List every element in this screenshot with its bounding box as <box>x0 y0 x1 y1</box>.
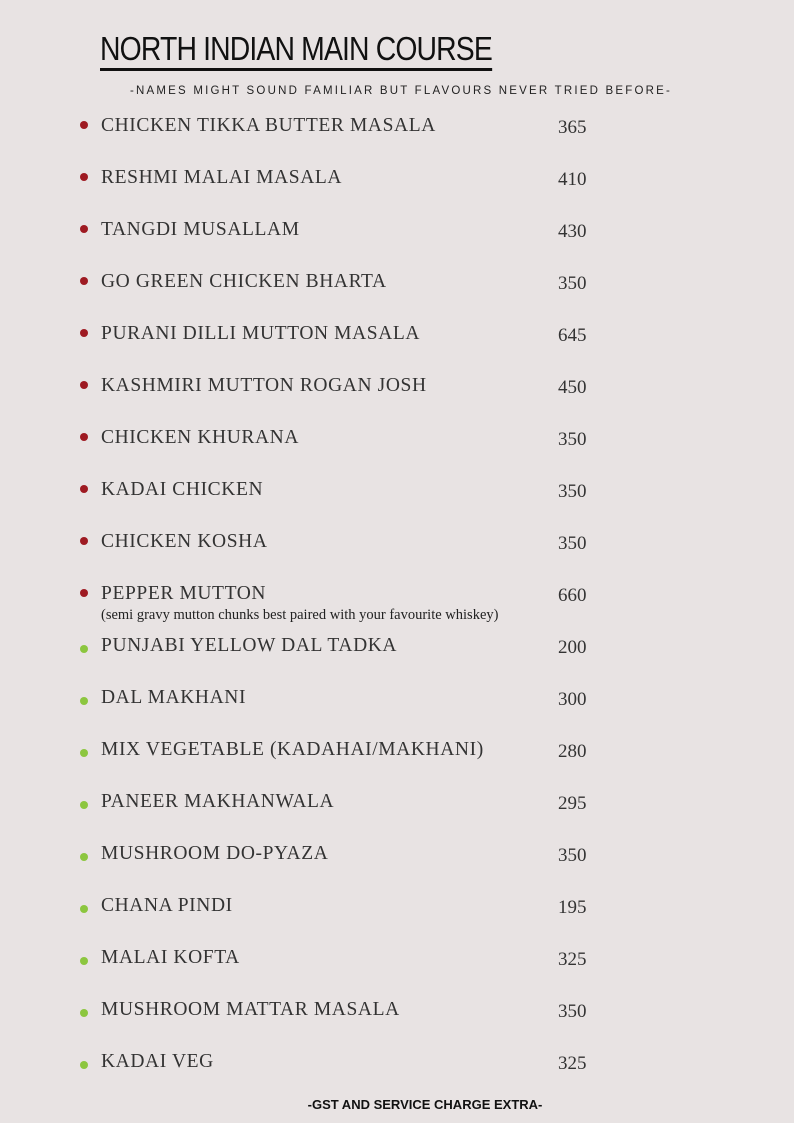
menu-item <box>0 895 794 935</box>
item-price: 200 <box>558 637 587 658</box>
item-name: KASHMIRI MUTTON ROGAN JOSH <box>101 375 427 396</box>
item-price: 430 <box>558 221 587 242</box>
nonveg-bullet-icon <box>80 121 88 129</box>
veg-bullet-icon <box>80 697 88 705</box>
item-price: 365 <box>558 117 587 138</box>
menu-item <box>0 1051 794 1091</box>
footer-note: -GST AND SERVICE CHARGE EXTRA- <box>307 1097 543 1112</box>
item-name: GO GREEN CHICKEN BHARTA <box>101 271 387 292</box>
item-name: MIX VEGETABLE (KADAHAI/MAKHANI) <box>101 739 484 760</box>
item-name: PUNJABI YELLOW DAL TADKA <box>101 635 398 656</box>
item-name: MUSHROOM DO-PYAZA <box>101 843 329 864</box>
item-name: TANGDI MUSALLAM <box>101 219 300 240</box>
veg-bullet-icon <box>80 801 88 809</box>
menu-item <box>0 115 794 155</box>
nonveg-bullet-icon <box>80 329 88 337</box>
nonveg-bullet-icon <box>80 173 88 181</box>
item-price: 450 <box>558 377 587 398</box>
menu-item <box>0 167 794 207</box>
nonveg-bullet-icon <box>80 537 88 545</box>
item-description: (semi gravy mutton chunks best paired with your favourite whiskey) <box>101 607 499 623</box>
item-price: 660 <box>558 585 587 606</box>
item-price: 325 <box>558 1053 587 1074</box>
item-price: 350 <box>558 273 587 294</box>
item-price: 350 <box>558 1001 587 1022</box>
nonveg-bullet-icon <box>80 589 88 597</box>
item-price: 300 <box>558 689 587 710</box>
menu-item <box>0 843 794 883</box>
item-name: MUSHROOM MATTAR MASALA <box>101 999 400 1020</box>
item-price: 645 <box>558 325 587 346</box>
item-price: 280 <box>558 741 587 762</box>
item-price: 325 <box>558 949 587 970</box>
menu-item <box>0 739 794 779</box>
item-price: 350 <box>558 429 587 450</box>
menu-item <box>0 427 794 467</box>
subtitle: -NAMES MIGHT SOUND FAMILIAR BUT FLAVOURS NEVER TRIED BEFORE- <box>130 85 673 97</box>
item-name: CHICKEN KOSHA <box>101 531 268 552</box>
nonveg-bullet-icon <box>80 277 88 285</box>
veg-bullet-icon <box>80 853 88 861</box>
veg-bullet-icon <box>80 1009 88 1017</box>
item-name: MALAI KOFTA <box>101 947 240 968</box>
nonveg-bullet-icon <box>80 485 88 493</box>
item-name: CHICKEN TIKKA BUTTER MASALA <box>101 115 436 136</box>
menu-item <box>0 375 794 415</box>
item-name: RESHMI MALAI MASALA <box>101 167 343 188</box>
menu-item <box>0 791 794 831</box>
menu-item <box>0 219 794 259</box>
veg-bullet-icon <box>80 957 88 965</box>
nonveg-bullet-icon <box>80 225 88 233</box>
item-name: CHANA PINDI <box>101 895 233 916</box>
page-title: NORTH INDIAN MAIN COURSE <box>100 30 492 71</box>
item-name: PANEER MAKHANWALA <box>101 791 335 812</box>
item-name: CHICKEN KHURANA <box>101 427 300 448</box>
item-price: 350 <box>558 845 587 866</box>
menu-item <box>0 479 794 519</box>
veg-bullet-icon <box>80 749 88 757</box>
menu-item <box>0 687 794 727</box>
item-price: 350 <box>558 533 587 554</box>
item-name: KADAI VEG <box>101 1051 214 1072</box>
menu-item <box>0 323 794 363</box>
item-price: 350 <box>558 481 587 502</box>
menu-item <box>0 635 794 675</box>
veg-bullet-icon <box>80 905 88 913</box>
item-name: KADAI CHICKEN <box>101 479 264 500</box>
item-price: 195 <box>558 897 587 918</box>
menu-item <box>0 271 794 311</box>
veg-bullet-icon <box>80 1061 88 1069</box>
item-name: PURANI DILLI MUTTON MASALA <box>101 323 421 344</box>
item-name: DAL MAKHANI <box>101 687 247 708</box>
menu-item <box>0 947 794 987</box>
item-price: 410 <box>558 169 587 190</box>
nonveg-bullet-icon <box>80 381 88 389</box>
item-price: 295 <box>558 793 587 814</box>
nonveg-bullet-icon <box>80 433 88 441</box>
menu-item <box>0 531 794 571</box>
menu-item <box>0 999 794 1039</box>
item-name: PEPPER MUTTON <box>101 583 267 604</box>
menu-item <box>0 583 794 623</box>
veg-bullet-icon <box>80 645 88 653</box>
